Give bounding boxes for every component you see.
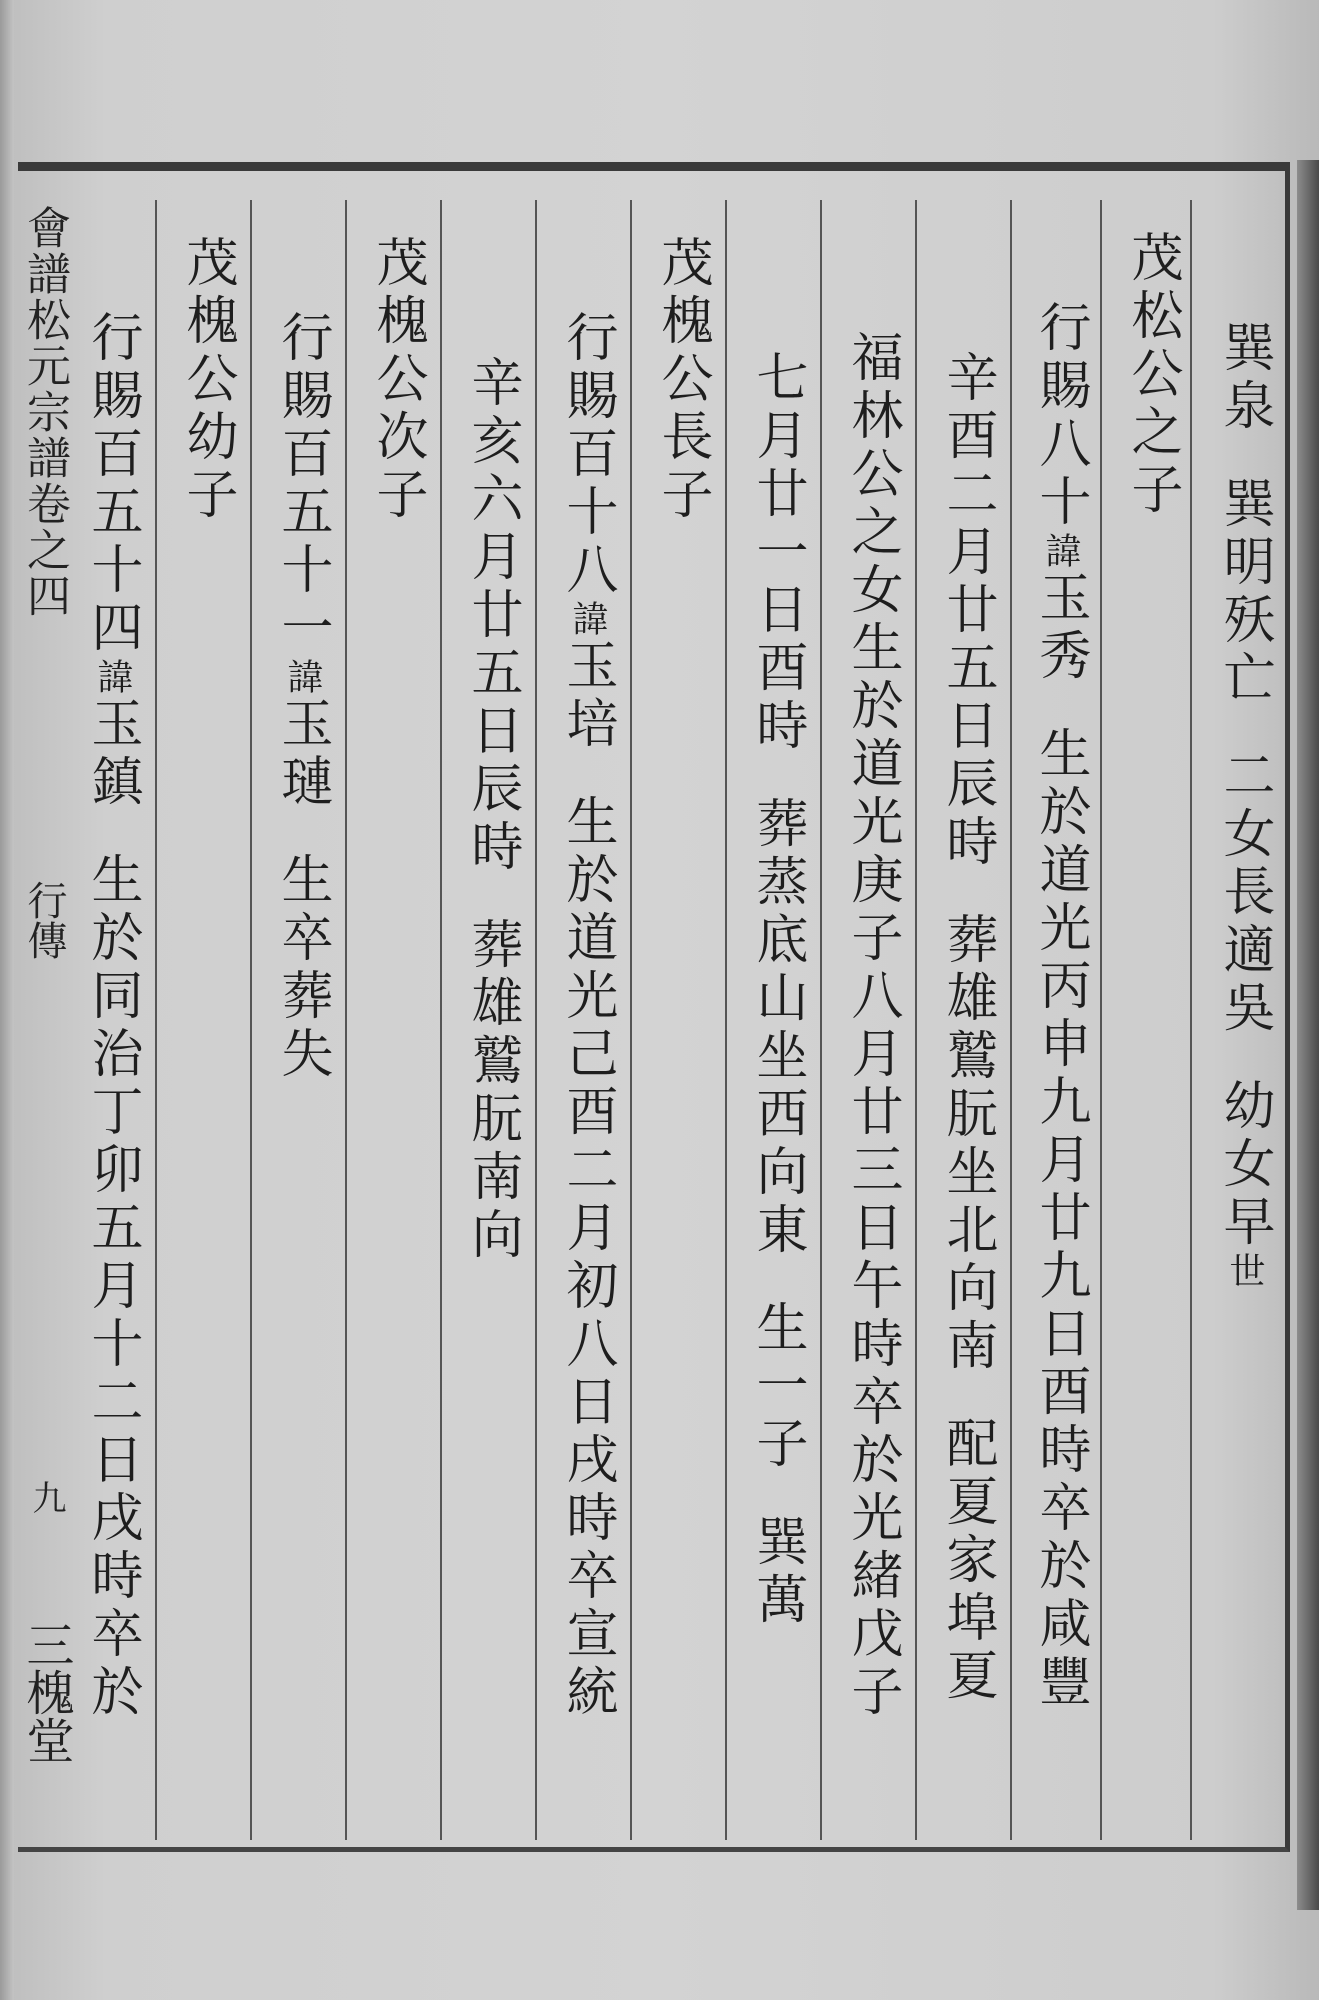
text-segment: 茂槐公長子 (652, 235, 712, 525)
column-rule (1010, 200, 1012, 1840)
text-segment: 葬雄鷲朊南向 (462, 917, 522, 1265)
section-label: 行傳 (21, 880, 67, 960)
column-rule (440, 200, 442, 1840)
text-segment: 生於道光己酉二月初八日戌時卒宣統 (557, 794, 617, 1722)
book-title: 會譜松元宗譜卷之四 (19, 205, 70, 619)
text-segment: 行賜八十 (1030, 300, 1090, 532)
text-segment: 辛亥六月廿五日辰時 (462, 355, 522, 877)
text-segment: 巽明殀亡 (1214, 476, 1274, 708)
text-column (175, 235, 239, 525)
text-segment: 辛酉二月廿五日辰時 (937, 350, 997, 872)
text-column (80, 310, 144, 1722)
text-column (270, 310, 334, 1084)
text-segment: 福林公之女生於道光庚子八月廿三日午時卒於光緒戊子 (842, 330, 902, 1722)
text-segment: 諱 (92, 658, 133, 696)
text-segment: 生於道光丙申九月廿九日酉時卒於咸豐 (1030, 726, 1090, 1712)
text-segment: 行賜百五十一 (272, 310, 332, 658)
column-rule (1100, 200, 1102, 1840)
page-number: 九 (26, 1480, 66, 1514)
text-segment: 諱 (567, 600, 608, 638)
text-segment: 七月廿一日酉時 (747, 350, 807, 756)
column-rule (630, 200, 632, 1840)
column-rule (345, 200, 347, 1840)
text-segment: 生一子 (747, 1300, 807, 1474)
text-segment: 世 (1224, 1252, 1265, 1290)
text-segment: 行賜百十八 (557, 310, 617, 600)
text-segment: 幼女早 (1214, 1078, 1274, 1252)
text-segment: 生於同治丁卯五月十二日戌時卒於 (82, 852, 142, 1722)
text-segment: 生卒葬失 (272, 852, 332, 1084)
text-column (935, 350, 999, 1706)
text-segment: 巽泉 (1214, 320, 1274, 436)
text-segment: 諱 (1040, 532, 1081, 570)
hall-name: 三槐堂 (18, 1620, 74, 1764)
text-column (1120, 230, 1184, 520)
text-segment: 茂槐公幼子 (177, 235, 237, 525)
column-rule (250, 200, 252, 1840)
text-column (1212, 320, 1276, 1290)
text-column (840, 330, 904, 1722)
text-column (745, 350, 809, 1630)
text-column (1028, 300, 1092, 1712)
column-rule (1190, 200, 1192, 1840)
text-segment: 玉秀 (1030, 570, 1090, 686)
text-segment: 配夏家埠夏 (937, 1416, 997, 1706)
column-rule (155, 200, 157, 1840)
text-column (460, 355, 524, 1265)
column-rule (535, 200, 537, 1840)
text-segment: 玉鎮 (82, 696, 142, 812)
text-segment: 葬雄鷲朊坐北向南 (937, 912, 997, 1376)
text-segment: 葬蒸底山坐西向東 (747, 796, 807, 1260)
text-column (555, 310, 619, 1722)
text-segment: 諱 (282, 658, 323, 696)
text-segment: 玉培 (557, 638, 617, 754)
column-rule (725, 200, 727, 1840)
text-segment: 玉璉 (272, 696, 332, 812)
text-segment: 二女長適吳 (1214, 748, 1274, 1038)
text-column (650, 235, 714, 525)
text-segment: 茂槐公次子 (367, 235, 427, 525)
column-rule (820, 200, 822, 1840)
text-segment: 茂松公之子 (1122, 230, 1182, 520)
column-rule (915, 200, 917, 1840)
text-segment: 巽萬 (747, 1514, 807, 1630)
page-right-edge (1297, 160, 1319, 1910)
text-column (365, 235, 429, 525)
text-segment: 行賜百五十四 (82, 310, 142, 658)
